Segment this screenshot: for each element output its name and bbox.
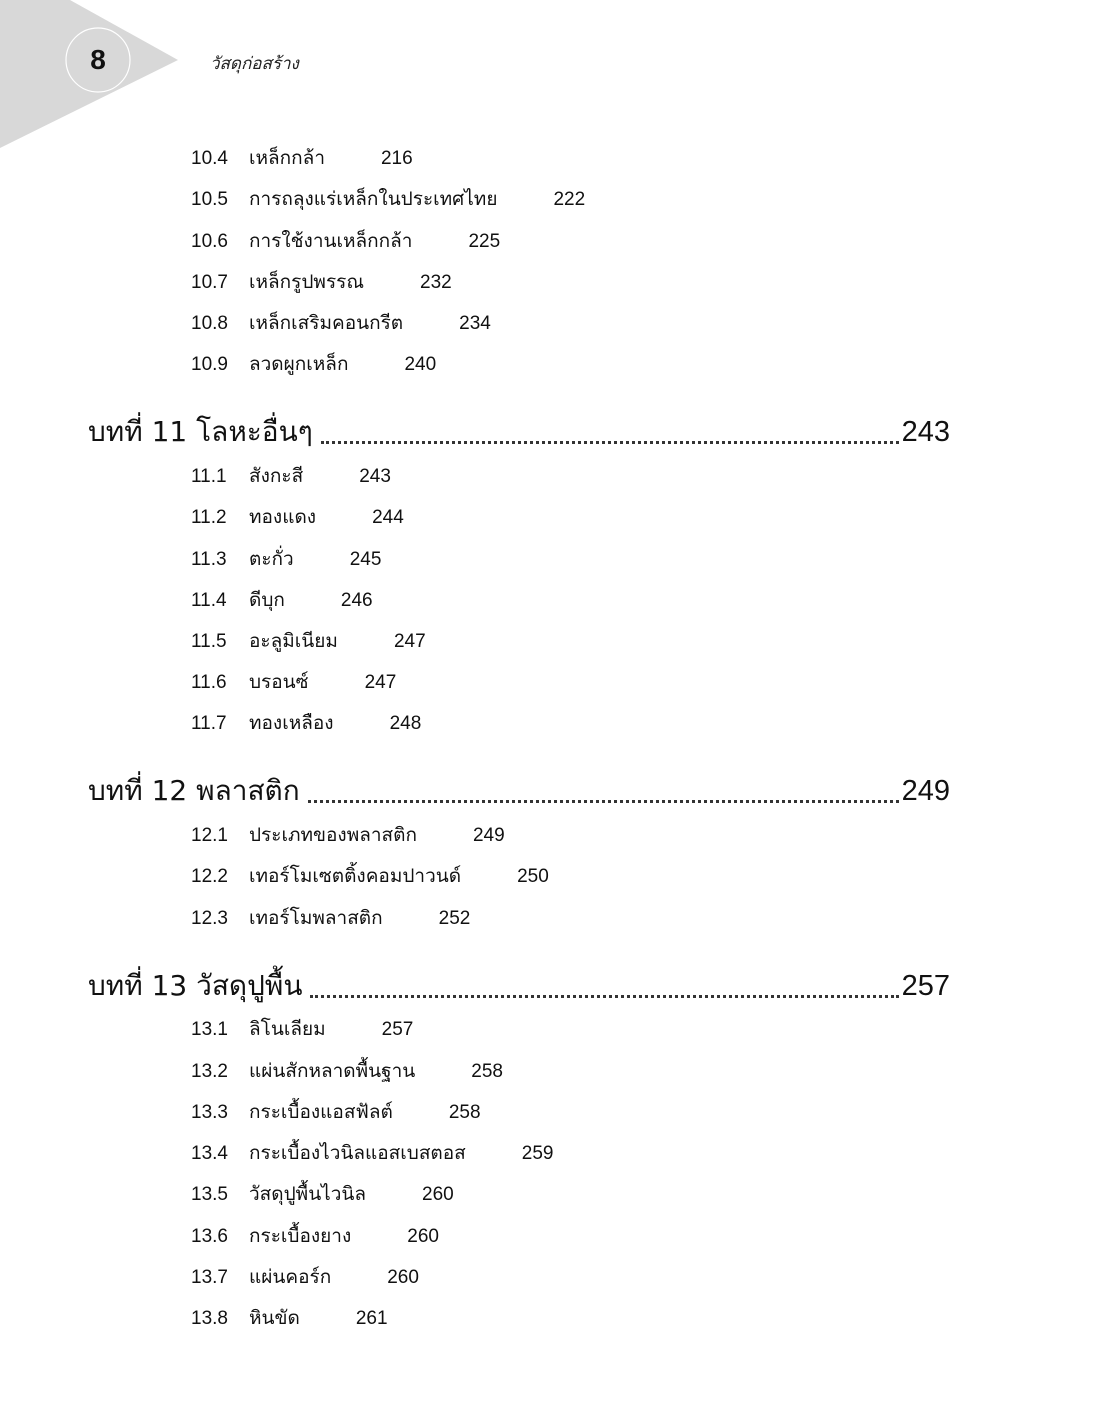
chapter-heading-13	[88, 966, 950, 1006]
entry-number: 13.2	[191, 1061, 228, 1082]
entry-title: หินขัด	[249, 1307, 300, 1329]
toc-entry	[191, 587, 373, 613]
entry-page: 250	[517, 866, 549, 887]
entry-number: 13.6	[191, 1226, 228, 1247]
toc-entry	[191, 463, 391, 489]
entry-title: เหล็กเสริมคอนกรีต	[249, 312, 404, 334]
entry-title: เทอร์โมพลาสติก	[249, 907, 383, 929]
toc-entry	[191, 905, 470, 931]
toc-entry	[191, 310, 491, 336]
entry-page: 260	[407, 1226, 439, 1247]
entry-page: 249	[472, 825, 505, 846]
chapter-page: 257	[901, 970, 950, 1002]
entry-number: 10.5	[191, 189, 228, 210]
entry-page: 258	[448, 1102, 481, 1123]
entry-page: 248	[389, 713, 422, 734]
chapter-page: 243	[901, 416, 950, 448]
entry-title: สังกะสี	[249, 465, 304, 487]
entry-number: 13.5	[191, 1184, 228, 1205]
toc-entry	[191, 546, 381, 572]
entry-page: 234	[459, 313, 491, 334]
entry-number: 13.3	[191, 1102, 228, 1123]
entry-page: 225	[468, 231, 501, 252]
entry-title: บรอนซ์	[249, 671, 309, 693]
chapter-label: บทที่ 11 โลหะอื่นๆ	[88, 415, 313, 448]
toc-entry	[191, 1223, 439, 1249]
toc-entry	[191, 863, 549, 889]
toc-entry	[191, 822, 505, 848]
entry-page: 257	[381, 1019, 414, 1040]
entry-number: 13.8	[191, 1308, 228, 1329]
toc-entry	[191, 145, 413, 171]
entry-number: 10.7	[191, 272, 228, 293]
entry-page: 216	[380, 148, 413, 169]
running-header: วัสดุก่อสร้าง	[210, 54, 299, 74]
dot-leader	[321, 437, 899, 444]
entry-title: การใช้งานเหล็กกล้า	[249, 230, 413, 252]
entry-page: 260	[422, 1184, 454, 1205]
entry-number: 11.6	[191, 672, 227, 693]
entry-number: 11.7	[191, 713, 227, 734]
entry-number: 10.9	[191, 354, 228, 375]
entry-page: 232	[420, 272, 452, 293]
toc-entry	[191, 504, 404, 530]
toc-entry	[191, 1181, 454, 1207]
chapter-label: บทที่ 12 พลาสติก	[88, 774, 300, 807]
entry-page: 243	[359, 466, 391, 487]
entry-title: กระเบื้องไวนิลแอสเบสตอส	[249, 1142, 466, 1164]
entry-page: 245	[349, 549, 382, 570]
toc-entry	[191, 1264, 419, 1290]
toc-entry	[191, 1140, 553, 1166]
entry-title: กระเบื้องแอสฟัลต์	[249, 1101, 393, 1123]
chapter-label: บทที่ 13 วัสดุปูพื้น	[88, 969, 303, 1002]
entry-number: 11.2	[191, 507, 227, 528]
entry-page: 244	[372, 507, 404, 528]
dot-leader	[308, 796, 899, 803]
chapter-heading-12	[88, 771, 950, 811]
entry-number: 10.6	[191, 231, 228, 252]
toc-entry	[191, 628, 426, 654]
entry-title: อะลูมิเนียม	[249, 630, 338, 652]
toc-entry	[191, 1099, 481, 1125]
entry-number: 10.8	[191, 313, 228, 334]
entry-number: 11.1	[191, 466, 227, 487]
entry-page: 260	[387, 1267, 419, 1288]
entry-title: ลิโนเลียม	[249, 1018, 326, 1040]
entry-title: ตะกั่ว	[249, 548, 294, 570]
chapter-heading-11	[88, 412, 950, 452]
page-number: 8	[90, 44, 106, 75]
toc-entry	[191, 669, 396, 695]
entry-title: เหล็กกล้า	[249, 147, 325, 169]
entry-number: 11.3	[191, 549, 227, 570]
entry-title: ทองแดง	[249, 506, 317, 528]
toc-entry	[191, 228, 500, 254]
toc-entry	[191, 1058, 503, 1084]
entry-number: 12.3	[191, 908, 228, 929]
entry-page: 261	[355, 1308, 388, 1329]
entry-title: ลวดผูกเหล็ก	[249, 353, 349, 375]
toc-entry	[191, 269, 452, 295]
entry-title: ทองเหลือง	[249, 712, 334, 734]
dot-leader	[310, 991, 898, 998]
entry-title: แผ่นสักหลาดพื้นฐาน	[249, 1060, 416, 1082]
entry-title: วัสดุปูพื้นไวนิล	[249, 1183, 367, 1205]
entry-number: 10.4	[191, 148, 228, 169]
entry-title: แผ่นคอร์ก	[249, 1266, 332, 1288]
entry-number: 11.4	[191, 590, 227, 611]
entry-page: 258	[471, 1061, 503, 1082]
toc-entry	[191, 1016, 413, 1042]
toc-entry	[191, 1305, 388, 1331]
entry-title: ดีบุก	[249, 589, 285, 611]
entry-page: 259	[521, 1143, 554, 1164]
entry-title: ประเภทของพลาสติก	[249, 824, 417, 846]
entry-title: การถลุงแร่เหล็กในประเทศไทย	[249, 188, 498, 210]
entry-number: 13.1	[191, 1019, 228, 1040]
toc-entry	[191, 710, 421, 736]
entry-page: 222	[553, 189, 586, 210]
entry-page: 247	[393, 631, 426, 652]
entry-number: 13.7	[191, 1267, 228, 1288]
entry-title: เทอร์โมเซตติ้งคอมปาวนด์	[249, 865, 462, 887]
entry-number: 12.1	[191, 825, 228, 846]
entry-number: 11.5	[191, 631, 227, 652]
entry-number: 12.2	[191, 866, 228, 887]
entry-title: เหล็กรูปพรรณ	[249, 271, 364, 293]
toc-entry	[191, 351, 436, 377]
entry-page: 240	[404, 354, 437, 375]
entry-number: 13.4	[191, 1143, 228, 1164]
entry-page: 247	[364, 672, 397, 693]
entry-page: 246	[340, 590, 373, 611]
entry-title: กระเบื้องยาง	[249, 1225, 352, 1247]
toc-entry	[191, 186, 585, 212]
chapter-page: 249	[901, 775, 950, 807]
entry-page: 252	[438, 908, 471, 929]
